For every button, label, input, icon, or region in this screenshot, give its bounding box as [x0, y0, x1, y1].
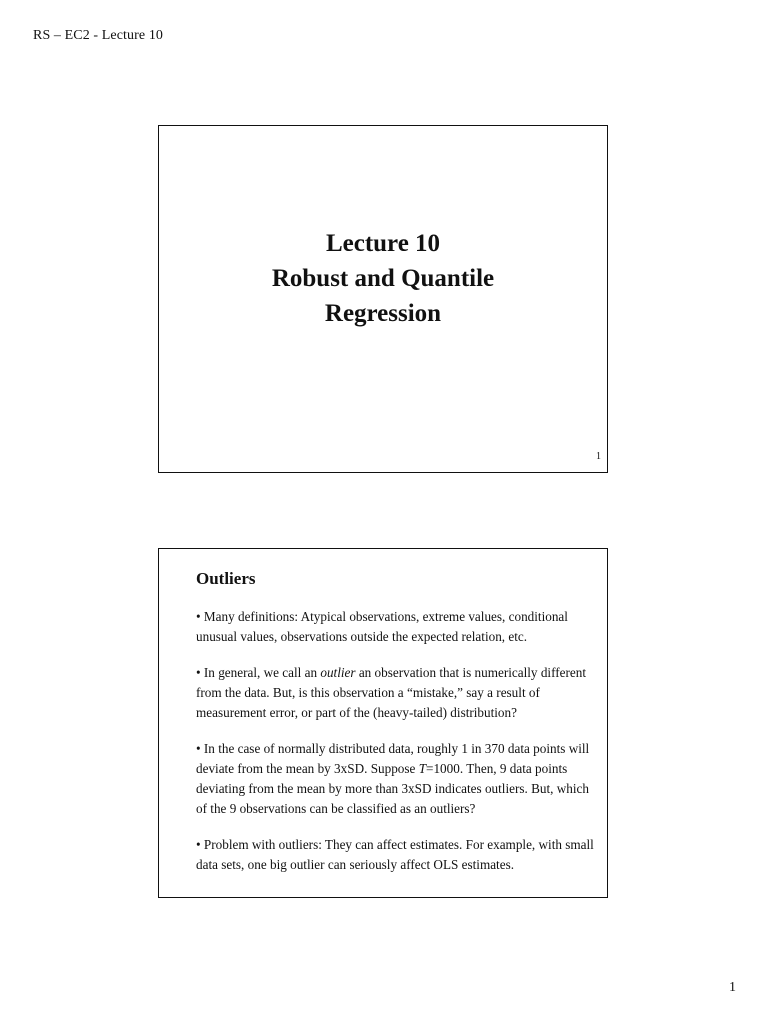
bullet-text: • In the case of normally distributed data, roughly 1 in 370 data points will deviate from the mean by 3xSD. Suppose	[196, 741, 590, 776]
bullet-item: • Many definitions: Atypical observations, extreme values, conditional unusual values, observations outside the expected relation, etc.	[196, 609, 568, 644]
math-variable: T	[418, 761, 427, 776]
title-line-3: Regression	[324, 300, 442, 327]
running-header: RS – EC2 - Lecture 10	[33, 28, 164, 43]
slide-title	[158, 125, 608, 473]
title-line-1: Lecture 10	[325, 230, 441, 257]
bullet-text: an observation that is numerically different from the data. But, is this observation a “mistake,” say a result of measurement error, or part of the (heavy-tailed) distribution?	[196, 665, 586, 720]
title-line-2: Robust and Quantile	[271, 265, 495, 292]
lecture-title	[159, 226, 607, 331]
slide-number: 1	[596, 451, 601, 462]
page-number: 1	[729, 980, 736, 995]
bullet-list	[196, 607, 603, 875]
bullet-item: • Problem with outliers: They can affect estimates. For example, with small data sets, one big outlier can seriously affect OLS estimates.	[196, 837, 594, 872]
bullet-item	[196, 739, 603, 819]
bullet-item	[196, 663, 603, 723]
slide-heading: Outliers	[196, 569, 256, 588]
emphasized-term: outlier	[320, 665, 356, 680]
bullet-text: • In general, we call an	[196, 665, 321, 680]
bullet-text: =1000. Then, 9 data points deviating from the mean by more than 3xSD indicates outliers. But, which of the 9 observations can be classified as an outliers?	[196, 761, 589, 816]
slide-outliers	[158, 548, 608, 898]
